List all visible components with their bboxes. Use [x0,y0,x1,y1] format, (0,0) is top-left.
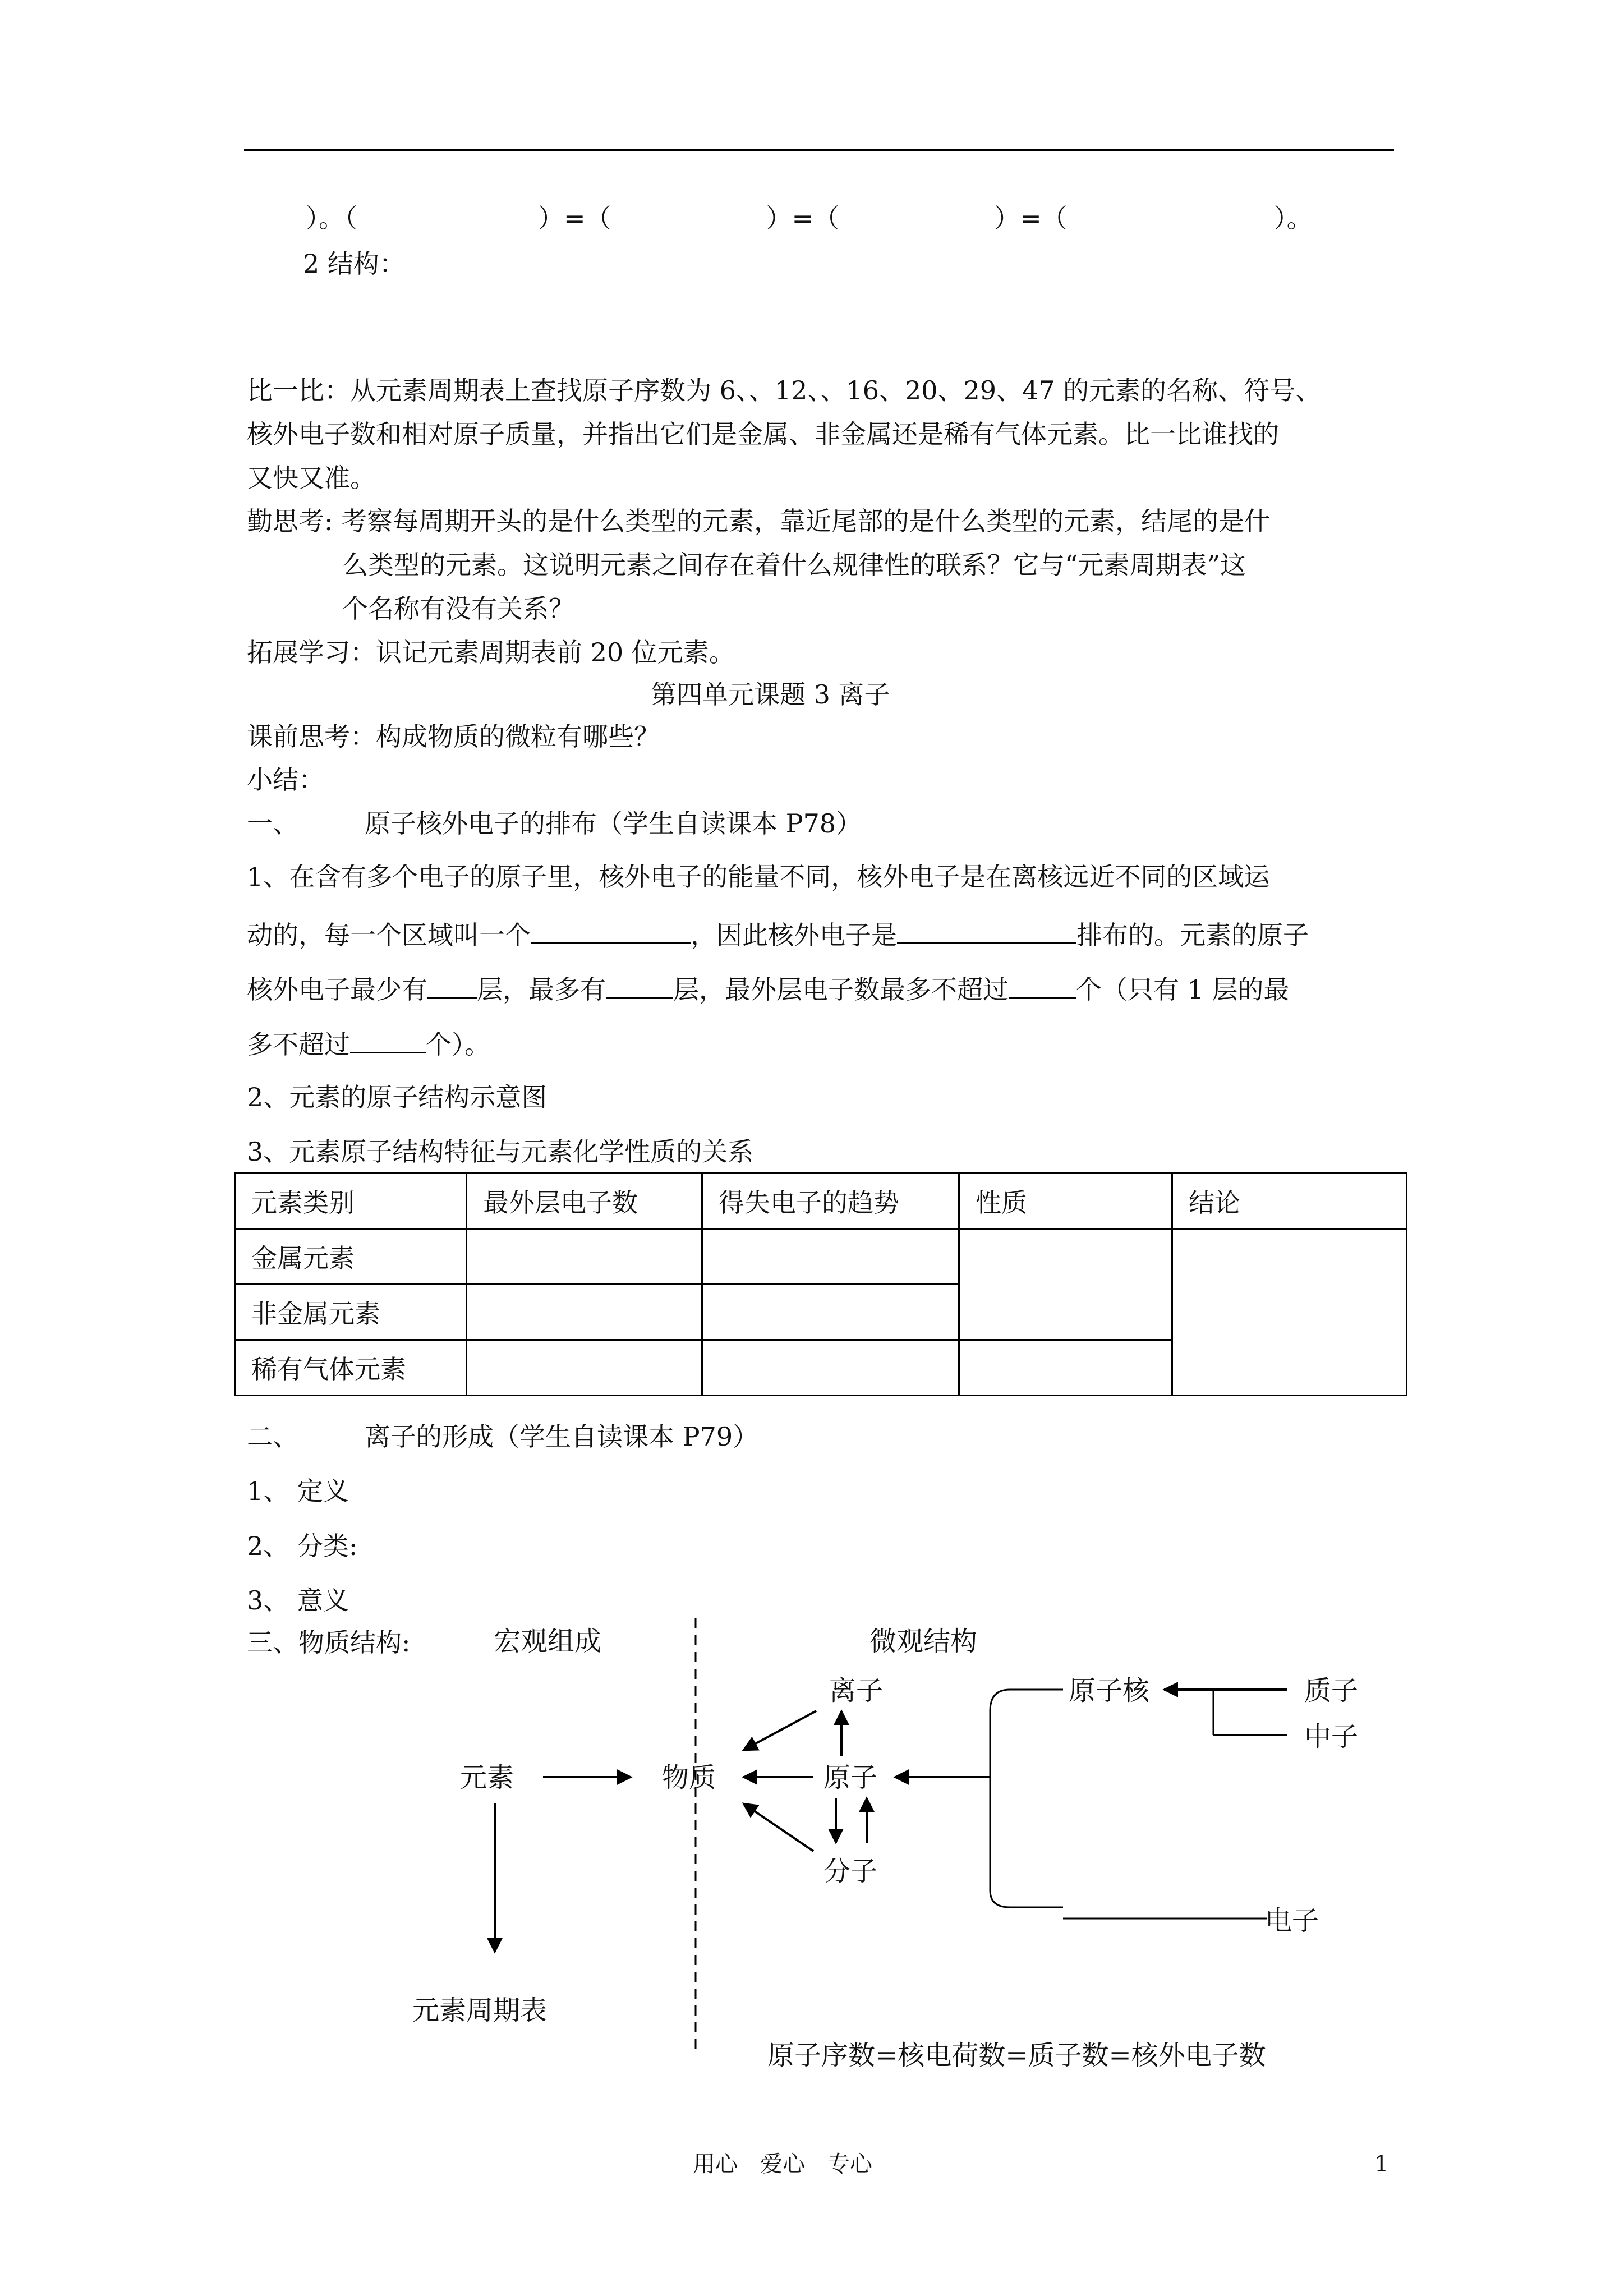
node-substance: 物质 [662,1762,716,1793]
think-line-3: 个名称有没有关系？ [342,593,574,624]
s2-item-1: 1、 定义 [247,1476,349,1506]
page-number: 1 [1374,2151,1389,2177]
table-header: 结论 [1172,1174,1407,1229]
label-macro: 宏观组成 [494,1626,602,1657]
pre-think-line: 课前思考：构成物质的微粒有哪些？ [247,721,660,752]
p1-line-a: 1、在含有多个电子的原子里，核外电子的能量不同，核外电子是在离核远近不同的区域运 [247,862,1270,892]
row-label: 金属元素 [235,1229,467,1285]
table-header: 性质 [959,1174,1172,1229]
row-label: 稀有气体元素 [235,1340,467,1396]
think-line-1: 勤思考: 考察每周期开头的是什么类型的元素，靠近尾部的是什么类型的元素，结尾的是什 [247,506,1271,536]
arrow-ion-to-substance [743,1711,816,1750]
table-header: 最外层电子数 [467,1174,702,1229]
compare-line-1: 比一比：从元素周期表上查找原子序数为 6、、12、、16、20、29、47 的元素的名称、符号、 [247,375,1322,406]
extend-line: 拓展学习：识记元素周期表前 20 位元素。 [247,637,735,668]
p1-text: 个（只有 1 层的最 [1076,974,1290,1005]
row-label: 非金属元素 [235,1285,467,1340]
p1-text: 层，最外层电子数最多不超过 [673,974,1009,1005]
node-ion: 离子 [829,1675,884,1706]
node-proton: 质子 [1304,1675,1359,1706]
lesson-title: 第四单元课题 3 离子 [651,679,890,710]
s2-item-2: 2、 分类: [247,1531,358,1561]
node-molecule: 分子 [823,1856,878,1887]
node-neutron: 中子 [1304,1721,1359,1752]
p3-line: 3、元素原子结构特征与元素化学性质的关系 [247,1137,754,1167]
p2-line: 2、元素的原子结构示意图 [247,1082,548,1112]
s2-item-3: 3、 意义 [247,1585,349,1616]
p1-text: 个）。 [426,1029,490,1060]
arrow-molecule-to-substance [743,1803,813,1851]
structure-label: 2 结构： [303,249,405,279]
section-3-label: 三、物质结构: [247,1627,411,1658]
label-micro: 微观结构 [869,1626,978,1657]
node-electron: 电子 [1265,1905,1319,1936]
structure-bracket [990,1690,1063,1907]
section-2-number: 二、 [247,1421,298,1452]
section-2-title: 离子的形成（学生自读课本 P79） [365,1421,759,1452]
node-nucleus: 原子核 [1069,1675,1150,1706]
think-line-2: 么类型的元素。这说明元素之间存在着什么规律性的联系？它与“元素周期表”这 [342,550,1246,580]
summary-label: 小结： [247,765,324,795]
node-atom: 原子 [823,1762,878,1793]
formula-line: ）。（ ）=（ ）=（ ）=（ ）。 [306,203,1313,233]
section-1-number: 一、 [247,808,298,839]
p1-text: 动的，每一个区域叫一个 [247,920,531,950]
compare-line-2: 核外电子数和相对原子质量，并指出它们是金属、非金属还是稀有气体元素。比一比谁找的 [247,419,1279,449]
compare-line-3: 又快又准。 [247,463,376,493]
p1-text: 层，最多有 [477,974,606,1005]
p1-text: 多不超过 [247,1029,350,1060]
p1-text: ，因此核外电子是 [691,920,897,950]
equation-text: 原子序数=核电荷数=质子数=核外电子数 [767,2040,1266,2071]
section-1-title: 原子核外电子的排布（学生自读课本 P78） [365,808,862,839]
node-element: 元素 [460,1762,514,1793]
node-periodic-table: 元素周期表 [412,1995,548,2026]
table-header: 得失电子的趋势 [702,1174,959,1229]
table-header: 元素类别 [235,1174,467,1229]
footer-text: 用心 爱心 专心 [693,2151,872,2177]
p1-text: 排布的。元素的原子 [1076,920,1309,950]
p1-text: 核外电子最少有 [247,974,427,1005]
